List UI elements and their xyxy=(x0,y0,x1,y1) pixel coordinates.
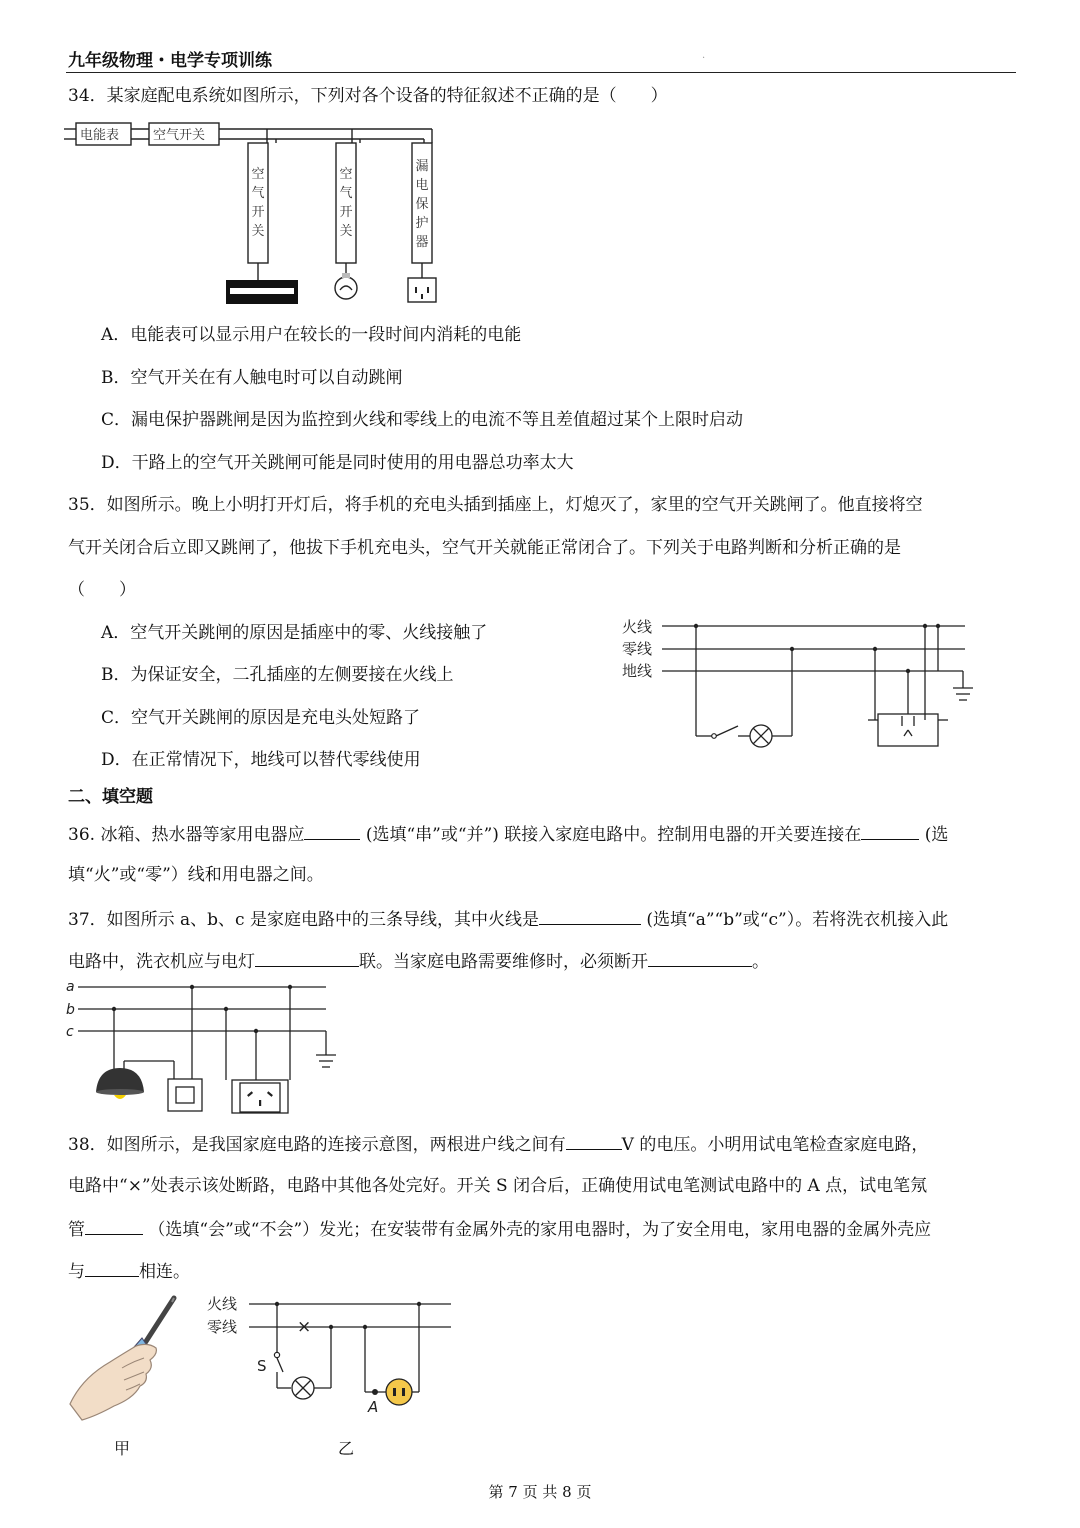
q35-stem-3: （ ） xyxy=(68,580,136,600)
q34-option-d: D．干路上的空气开关跳闸可能是同时使用的用电器总功率太大 xyxy=(101,453,574,473)
q37-text-1: 37．如图所示 a、b、c 是家庭电路中的三条导线，其中火线是 xyxy=(68,910,539,930)
switch-label: S xyxy=(257,1357,267,1375)
q38-text-3: 管 xyxy=(68,1220,85,1240)
q38-blank-3[interactable] xyxy=(85,1258,139,1277)
branch2-char: 气 xyxy=(339,186,353,201)
live-wire-label: 火线 xyxy=(207,1295,238,1313)
point-a-label: A xyxy=(368,1398,379,1416)
caption-jia: 甲 xyxy=(114,1439,131,1458)
wire-b-label: b xyxy=(66,1002,75,1018)
main-switch-label: 空气开关 xyxy=(153,128,206,143)
q34-stem: 34．某家庭配电系统如图所示，下列对各个设备的特征叙述不正确的是（ ） xyxy=(68,86,668,106)
q35-circuit-figure xyxy=(620,612,990,762)
q36-blank-1[interactable] xyxy=(304,821,360,840)
q34-option-a: A．电能表可以显示用户在较长的一段时间内消耗的电能 xyxy=(101,325,522,345)
branch3-char: 保 xyxy=(415,197,429,212)
q36-text-1: 36. 冰箱、热水器等家用电器应 xyxy=(68,825,305,845)
q38-blank-2[interactable] xyxy=(85,1216,143,1235)
q34-option-c: C．漏电保护器跳闸是因为监控到火线和零线上的电流不等且差值超过某个上限时启动 xyxy=(101,410,744,430)
q35-option-a: A．空气开关跳闸的原因是插座中的零、火线接触了 xyxy=(101,623,488,643)
q38-blank-1[interactable] xyxy=(566,1131,622,1150)
page-header-title: 九年级物理・电学专项训练 xyxy=(68,51,272,71)
q36-blank-2[interactable] xyxy=(861,821,919,840)
q37-text-3: 电路中，洗衣机应与电灯 xyxy=(68,952,255,972)
meter-label: 电能表 xyxy=(80,128,120,143)
caption-yi: 乙 xyxy=(338,1439,355,1458)
q35-option-b: B．为保证安全，二孔插座的左侧要接在火线上 xyxy=(101,665,454,685)
q37-text-4: 联。当家庭电路需要维修时，必须断开 xyxy=(359,952,648,972)
ground-wire-label: 地线 xyxy=(622,662,653,680)
wire-c-label: c xyxy=(66,1024,74,1040)
test-pen-hand-figure xyxy=(62,1292,192,1422)
q35-option-c: C．空气开关跳闸的原因是充电头处短路了 xyxy=(101,708,421,728)
q36-line2: 填“火”或“零”）线和用电器之间。 xyxy=(68,865,324,885)
q38-text-5: 与 xyxy=(68,1262,85,1282)
branch3-char: 电 xyxy=(415,178,429,193)
branch2-char: 开 xyxy=(339,205,353,220)
q37-text-5: 。 xyxy=(752,952,769,972)
branch1-char: 开 xyxy=(251,205,265,220)
branch2-char: 空 xyxy=(339,167,353,182)
neutral-wire-label: 零线 xyxy=(207,1318,238,1336)
q37-blank-3[interactable] xyxy=(648,948,752,967)
q37-circuit-figure xyxy=(64,978,354,1118)
branch2-char: 关 xyxy=(339,224,353,239)
break-mark: × xyxy=(297,1317,312,1337)
q37-line2 xyxy=(68,948,769,974)
q36-text-2: (选填“串”或“并”) 联接入家庭电路中。控制用电器的开关要连接在 xyxy=(365,825,862,845)
branch1-char: 空 xyxy=(251,167,265,182)
branch1-char: 关 xyxy=(251,224,265,239)
wire-a-label: a xyxy=(66,979,75,995)
q38-text-6: 相连。 xyxy=(139,1262,190,1282)
q38-line2: 电路中“×”处表示该处断路，电路中其他各处完好。开关 S 闭合后，正确使用试电笔测试电路中的 A 点，试电笔氖 xyxy=(68,1176,928,1196)
q38-text-4: （选填“会”或“不会”）发光；在安装带有金属外壳的家用电器时，为了安全用电，家用电器的金属外壳应 xyxy=(148,1220,932,1240)
page-footer: 第 7 页 共 8 页 xyxy=(488,1483,592,1501)
q35-stem-1: 35．如图所示。晚上小明打开灯后，将手机的充电头插到插座上，灯熄灭了，家里的空气开关跳闸了。他直接将空 xyxy=(68,495,923,515)
q36-line1 xyxy=(68,821,948,847)
live-wire-label: 火线 xyxy=(622,618,653,636)
q37-blank-1[interactable] xyxy=(539,906,641,925)
header-dot: . xyxy=(702,50,706,61)
header-rule xyxy=(66,72,1016,73)
q38-line3 xyxy=(68,1216,931,1242)
q34-option-b: B．空气开关在有人触电时可以自动跳闸 xyxy=(101,368,403,388)
q35-option-d: D．在正常情况下，地线可以替代零线使用 xyxy=(101,750,421,770)
q35-stem-2: 气开关闭合后立即又跳闸了，他拔下手机充电头，空气开关就能正常闭合了。下列关于电路判断和分析正确的是 xyxy=(68,538,901,558)
q38-line4 xyxy=(68,1258,190,1284)
neutral-wire-label: 零线 xyxy=(622,640,653,658)
section2-title: 二、填空题 xyxy=(68,787,153,807)
q38-circuit-figure xyxy=(205,1292,460,1424)
q37-line1 xyxy=(68,906,948,932)
branch1-char: 气 xyxy=(251,186,265,201)
branch3-char: 器 xyxy=(415,235,429,250)
q38-text-1: 38．如图所示，是我国家庭电路的连接示意图，两根进户线之间有 xyxy=(68,1135,566,1155)
q36-text-3: (选 xyxy=(924,825,949,845)
q37-blank-2[interactable] xyxy=(255,948,359,967)
q34-distribution-figure xyxy=(64,118,444,308)
q38-line1 xyxy=(68,1131,928,1157)
branch3-char: 护 xyxy=(415,216,429,231)
branch3-char: 漏 xyxy=(415,159,429,174)
q38-text-2: V 的电压。小明用试电笔检查家庭电路， xyxy=(621,1135,929,1155)
q37-text-2: (选填“a”“b”或“c”）。若将洗衣机接入此 xyxy=(646,910,949,930)
